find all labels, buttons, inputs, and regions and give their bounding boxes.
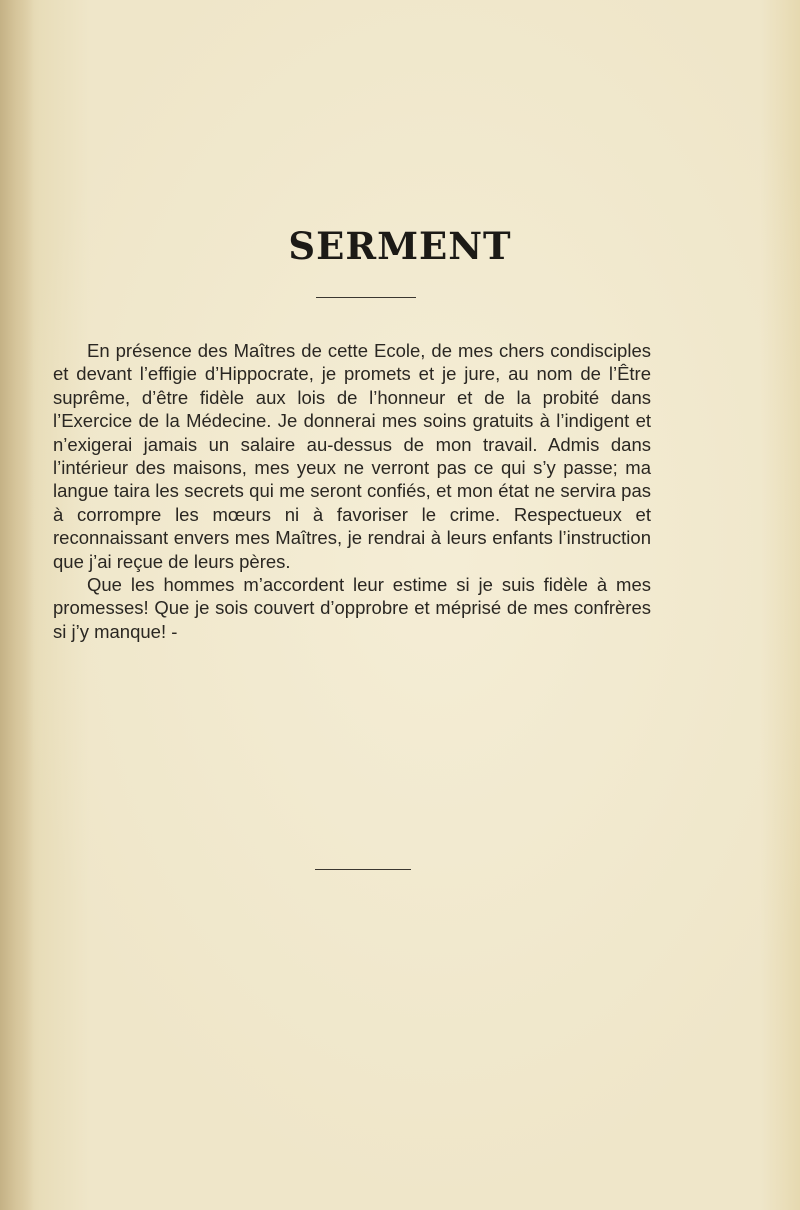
title-divider [316,297,416,298]
oath-paragraph-2: Que les hommes m’accordent leur estime si je suis fidèle à mes promesses! Que je sois couvert d’opprobre et méprisé de mes confrères si j’y manque! - [53,574,651,642]
oath-paragraph-1: En présence des Maîtres de cette Ecole, de mes chers condisciples et devant l’effigie d’Hippocrate, je promets et je jure, au nom de l’Être suprême, d’être fidèle aux lois de l’honneur et de la probité dans l’Exercice de la Médecine. Je donnerai mes soins gratuits à l’indigent et n’exigerai jamais un salaire au-dessus de mon travail. Admis dans l’intérieur des maisons, mes yeux ne verront pas ce qui s’y passe; ma langue taira les secrets qui me seront confiés, et mon état ne servira pas à corrompre les mœurs ni à favoriser le crime. Respectueux et reconnaissant envers mes Maîtres, je rendrai à leurs enfants l’instruction que j’ai reçue de leurs pères. [53,340,651,572]
oath-text [53,339,651,643]
page-title: SERMENT [288,224,512,268]
closing-divider [315,869,411,870]
